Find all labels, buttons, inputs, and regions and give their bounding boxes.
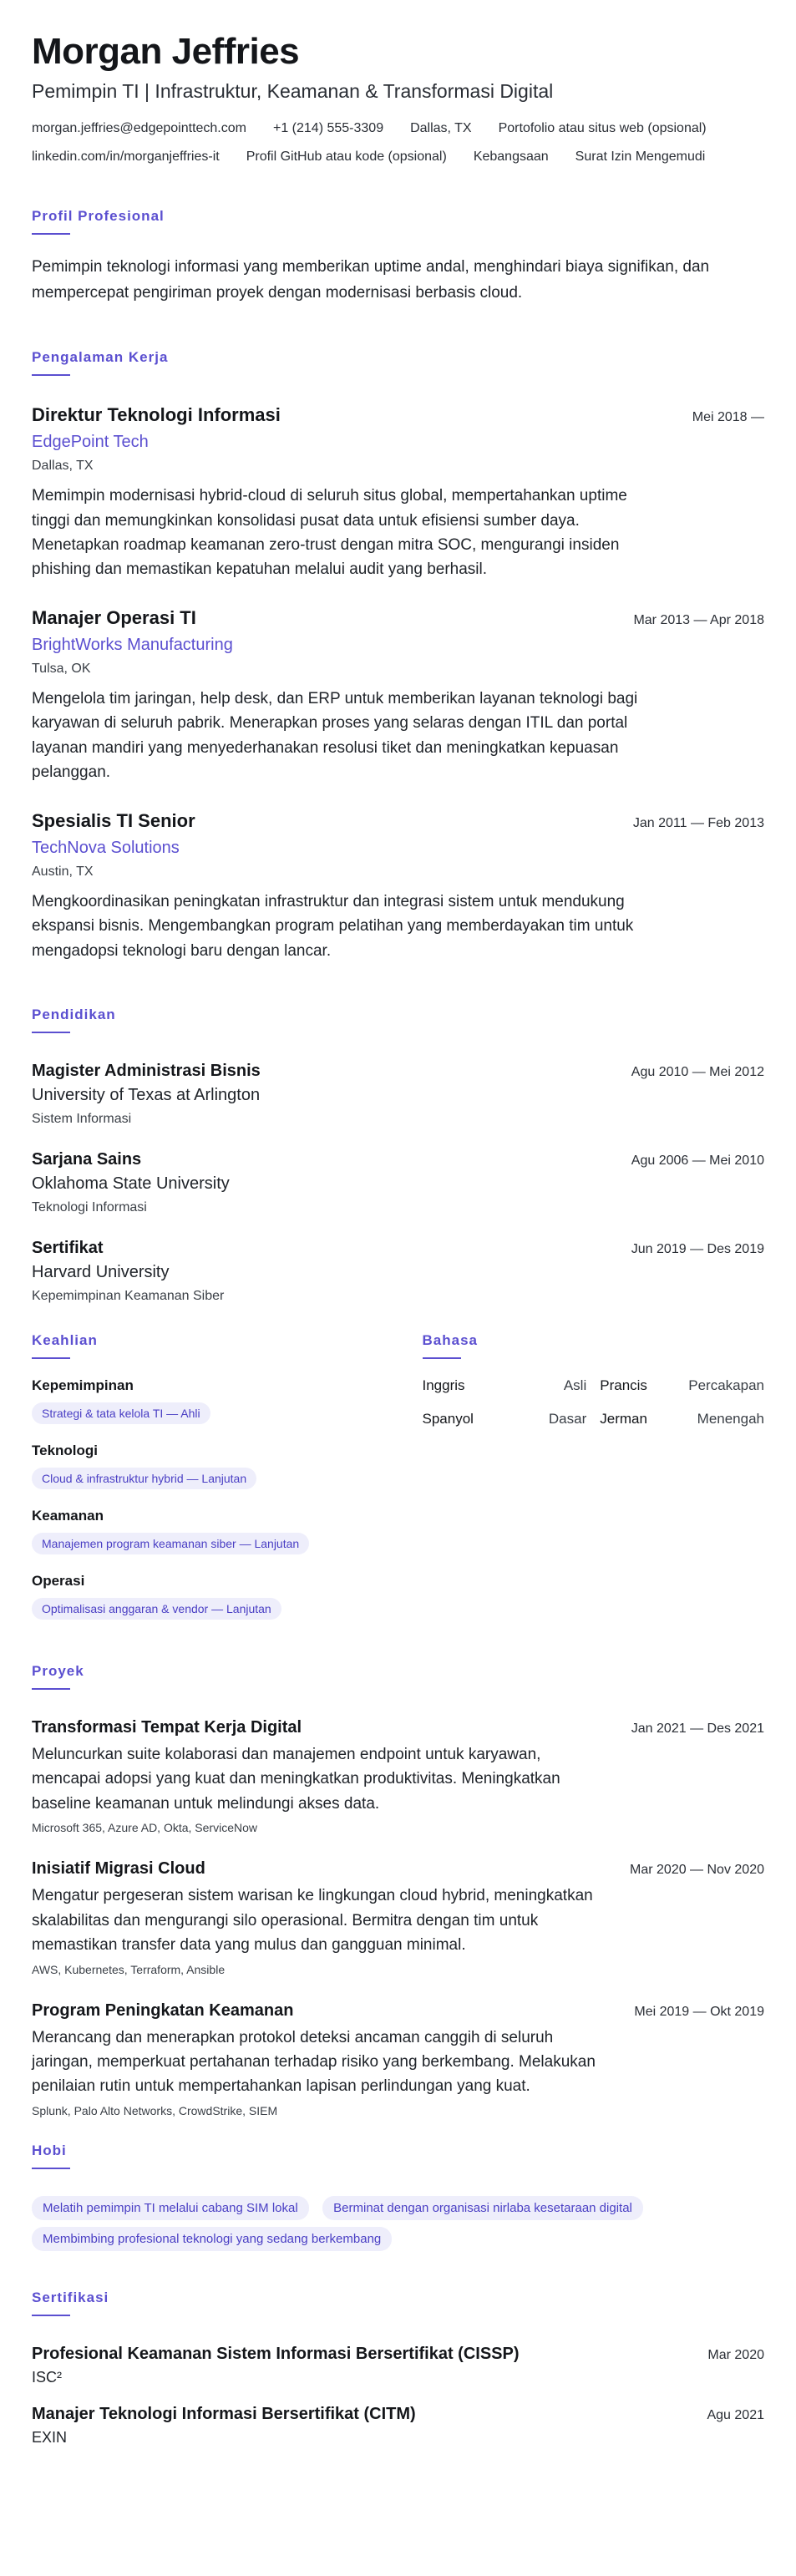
education-dates: Agu 2006 — Mei 2010 xyxy=(631,1153,764,1168)
section-title: Pendidikan xyxy=(32,1006,116,1022)
certification-date: Mar 2020 xyxy=(707,2347,764,2362)
field-of-study: Kepemimpinan Keamanan Siber xyxy=(32,1288,225,1303)
language-level: Asli xyxy=(563,1377,587,1393)
job-dates: Jan 2011 — Feb 2013 xyxy=(632,815,764,830)
project-dates: Mei 2019 — Okt 2019 xyxy=(634,2004,764,2019)
projects-list xyxy=(32,1718,764,2117)
education-item xyxy=(32,1239,764,1304)
project-description: Meluncurkan suite kolaborasi dan manajemen endpoint untuk karyawan, mencapai adopsi yang kuat dan meningkatkan produktivitas. Meningkatkan baseline keamanan untuk melindungi akses data. xyxy=(32,1745,560,1813)
company-name: TechNova Solutions xyxy=(32,838,180,857)
skill-pill: Strategi & tata kelola TI — Ahli xyxy=(32,1402,210,1424)
certification-issuer: ISC² xyxy=(32,2368,62,2386)
section-divider xyxy=(32,2315,70,2316)
job-description: Mengkoordinasikan peningkatan infrastruktur dan integrasi sistem untuk mendukung ekspansi bisnis. Mengembangkan program pelatihan yang memberdayakan tim untuk mengadopsi teknologi baru dengan lancar. xyxy=(32,892,634,960)
language-name: Inggris xyxy=(422,1377,465,1393)
field-of-study: Teknologi Informasi xyxy=(32,1199,147,1214)
school-name: Harvard University xyxy=(32,1262,170,1281)
contact-github[interactable]: Profil GitHub atau kode (opsional) xyxy=(246,150,447,165)
certifications-list xyxy=(32,2345,764,2447)
project-description: Mengatur pergeseran sistem warisan ke lingkungan cloud hybrid, meningkatkan skalabilitas dan mengurangi silo operasional. Bermitra dengan tim untuk memastikan transfer data yang mulus dan gangguan minimal. xyxy=(32,1887,593,1955)
experience-list xyxy=(32,404,764,963)
job-description: Memimpin modernisasi hybrid-cloud di seluruh situs global, mempertahankan uptime tinggi dan memungkinkan konsolidasi pusat data untuk efisiensi sumber daya. Menetapkan roadmap keamanan zero-trust dengan mitra SOC, mengurangi insiden phishing dan memastikan kepatuhan melalui audit yang berhasil. xyxy=(32,487,627,579)
certification-date: Agu 2021 xyxy=(707,2407,764,2422)
language-name: Prancis xyxy=(600,1377,647,1393)
skill-category: Keamanan xyxy=(32,1507,104,1524)
profile-summary: Pemimpin teknologi informasi yang memberikan uptime andal, menghindari biaya signifikan, dan mempercepat pengiriman proyek dengan modernisasi berbasis cloud. xyxy=(32,258,710,302)
job-location: Tulsa, OK xyxy=(32,661,91,676)
education-item xyxy=(32,1150,764,1215)
contact-email[interactable]: morgan.jeffries@edgepointtech.com xyxy=(32,121,246,136)
section-divider xyxy=(32,1357,70,1359)
education-list xyxy=(32,1062,764,1304)
degree: Magister Administrasi Bisnis xyxy=(32,1061,261,1080)
headline: Pemimpin TI | Infrastruktur, Keamanan & Transformasi Digital xyxy=(32,80,554,103)
section-title: Profil Profesional xyxy=(32,208,165,225)
language-level: Menengah xyxy=(697,1410,764,1427)
school-name: University of Texas at Arlington xyxy=(32,1085,261,1104)
field-of-study: Sistem Informasi xyxy=(32,1111,132,1126)
certification-issuer: EXIN xyxy=(32,2428,68,2446)
project-dates: Mar 2020 — Nov 2020 xyxy=(630,1863,764,1878)
language-item xyxy=(600,1377,764,1394)
contact-nationality: Kebangsaan xyxy=(473,150,549,165)
languages-section xyxy=(423,1332,765,1620)
section-title: Bahasa xyxy=(422,1331,478,1348)
project-title: Transformasi Tempat Kerja Digital xyxy=(32,1717,302,1737)
contact-list xyxy=(32,121,764,165)
language-level: Dasar xyxy=(548,1410,587,1427)
education-section xyxy=(32,1007,764,1304)
job-dates: Mei 2018 — xyxy=(692,410,764,425)
skill-pill: Optimalisasi anggaran & vendor — Lanjutan xyxy=(32,1598,281,1620)
skills-section xyxy=(32,1332,374,1620)
skills-list xyxy=(32,1377,374,1620)
profile-section xyxy=(32,208,764,306)
candidate-name: Morgan Jeffries xyxy=(32,31,300,72)
contact-phone[interactable]: +1 (214) 555-3309 xyxy=(272,121,384,136)
certifications-section xyxy=(32,2289,764,2447)
experience-item xyxy=(32,810,764,963)
job-location: Dallas, TX xyxy=(32,459,94,474)
project-item xyxy=(32,1718,764,1834)
company-name: BrightWorks Manufacturing xyxy=(32,635,233,654)
experience-section xyxy=(32,349,764,963)
project-item xyxy=(32,1859,764,1975)
section-divider xyxy=(423,1357,461,1359)
section-title: Pengalaman Kerja xyxy=(32,349,169,366)
job-location: Austin, TX xyxy=(32,864,94,879)
hobbies-list xyxy=(32,2189,764,2251)
skill-pill: Manajemen program keamanan siber — Lanjutan xyxy=(32,1533,309,1554)
language-name: Spanyol xyxy=(422,1410,474,1427)
section-divider xyxy=(32,1032,70,1033)
project-title: Inisiatif Migrasi Cloud xyxy=(32,1859,205,1879)
project-description: Merancang dan menerapkan protokol deteksi ancaman canggih di seluruh jaringan, memperkuat pertahanan terhadap risiko yang berkembang. Melakukan penilaian rutin untuk mempertahankan lapisan perlindungan yang kuat. xyxy=(32,2028,596,2096)
certification-item xyxy=(32,2345,764,2386)
resume-header xyxy=(32,32,764,165)
section-divider xyxy=(32,233,70,235)
skill-category: Kepemimpinan xyxy=(32,1377,134,1393)
experience-item xyxy=(32,404,764,582)
language-item xyxy=(423,1377,587,1394)
education-dates: Agu 2010 — Mei 2012 xyxy=(631,1064,764,1079)
skill-category: Operasi xyxy=(32,1572,85,1589)
skill-pill: Cloud & infrastruktur hybrid — Lanjutan xyxy=(32,1468,256,1489)
certification-item xyxy=(32,2405,764,2447)
contact-location: Dallas, TX xyxy=(410,121,472,136)
skills-languages-row xyxy=(32,1332,764,1620)
project-title: Program Peningkatan Keamanan xyxy=(32,2000,294,2020)
hobby-pill: Membimbing profesional teknologi yang sedang berkembang xyxy=(32,2227,392,2251)
language-name: Jerman xyxy=(600,1410,647,1427)
languages-list xyxy=(423,1377,765,1427)
section-divider xyxy=(32,374,70,376)
contact-driving-license: Surat Izin Mengemudi xyxy=(575,150,706,165)
job-title: Spesialis TI Senior xyxy=(32,809,195,831)
education-item xyxy=(32,1062,764,1127)
section-title: Proyek xyxy=(32,1662,84,1679)
hobbies-section xyxy=(32,2142,764,2251)
project-item xyxy=(32,2001,764,2117)
certification-name: Profesional Keamanan Sistem Informasi Bersertifikat (CISSP) xyxy=(32,2344,520,2363)
section-title: Sertifikasi xyxy=(32,2289,109,2305)
hobby-pill: Berminat dengan organisasi nirlaba kesetaraan digital xyxy=(322,2196,643,2220)
job-dates: Mar 2013 — Apr 2018 xyxy=(633,612,764,627)
project-tech: AWS, Kubernetes, Terraform, Ansible xyxy=(32,1962,226,1976)
project-tech: Splunk, Palo Alto Networks, CrowdStrike, SIEM xyxy=(32,2103,278,2117)
section-title: Keahlian xyxy=(32,1331,98,1348)
section-title: Hobi xyxy=(32,2142,67,2158)
job-title: Direktur Teknologi Informasi xyxy=(32,404,281,426)
company-name: EdgePoint Tech xyxy=(32,433,149,452)
experience-item xyxy=(32,607,764,785)
language-item xyxy=(423,1411,587,1427)
skill-category: Teknologi xyxy=(32,1442,99,1458)
hobby-pill: Melatih pemimpin TI melalui cabang SIM lokal xyxy=(32,2196,309,2220)
language-item xyxy=(600,1411,764,1427)
education-dates: Jun 2019 — Des 2019 xyxy=(631,1241,764,1256)
contact-linkedin[interactable]: linkedin.com/in/morganjeffries-it xyxy=(32,150,220,165)
projects-section xyxy=(32,1663,764,2117)
section-divider xyxy=(32,1688,70,1690)
contact-portfolio[interactable]: Portofolio atau situs web (opsional) xyxy=(498,121,707,136)
project-tech: Microsoft 365, Azure AD, Okta, ServiceNow xyxy=(32,1821,257,1835)
certification-name: Manajer Teknologi Informasi Bersertifikat (CITM) xyxy=(32,2404,416,2423)
job-title: Manajer Operasi TI xyxy=(32,606,196,628)
language-level: Percakapan xyxy=(688,1377,764,1393)
section-divider xyxy=(32,2168,70,2169)
degree: Sarjana Sains xyxy=(32,1149,142,1169)
job-description: Mengelola tim jaringan, help desk, dan ERP untuk memberikan layanan teknologi bagi karyawan di seluruh pabrik. Menerapkan proses yang selaras dengan ITIL dan portal layanan mandiri yang menyederhanakan resolusi tiket dan meningkatkan kepuasan pelanggan. xyxy=(32,689,638,782)
school-name: Oklahoma State University xyxy=(32,1174,230,1193)
degree: Sertifikat xyxy=(32,1238,104,1257)
project-dates: Jan 2021 — Des 2021 xyxy=(631,1721,764,1736)
